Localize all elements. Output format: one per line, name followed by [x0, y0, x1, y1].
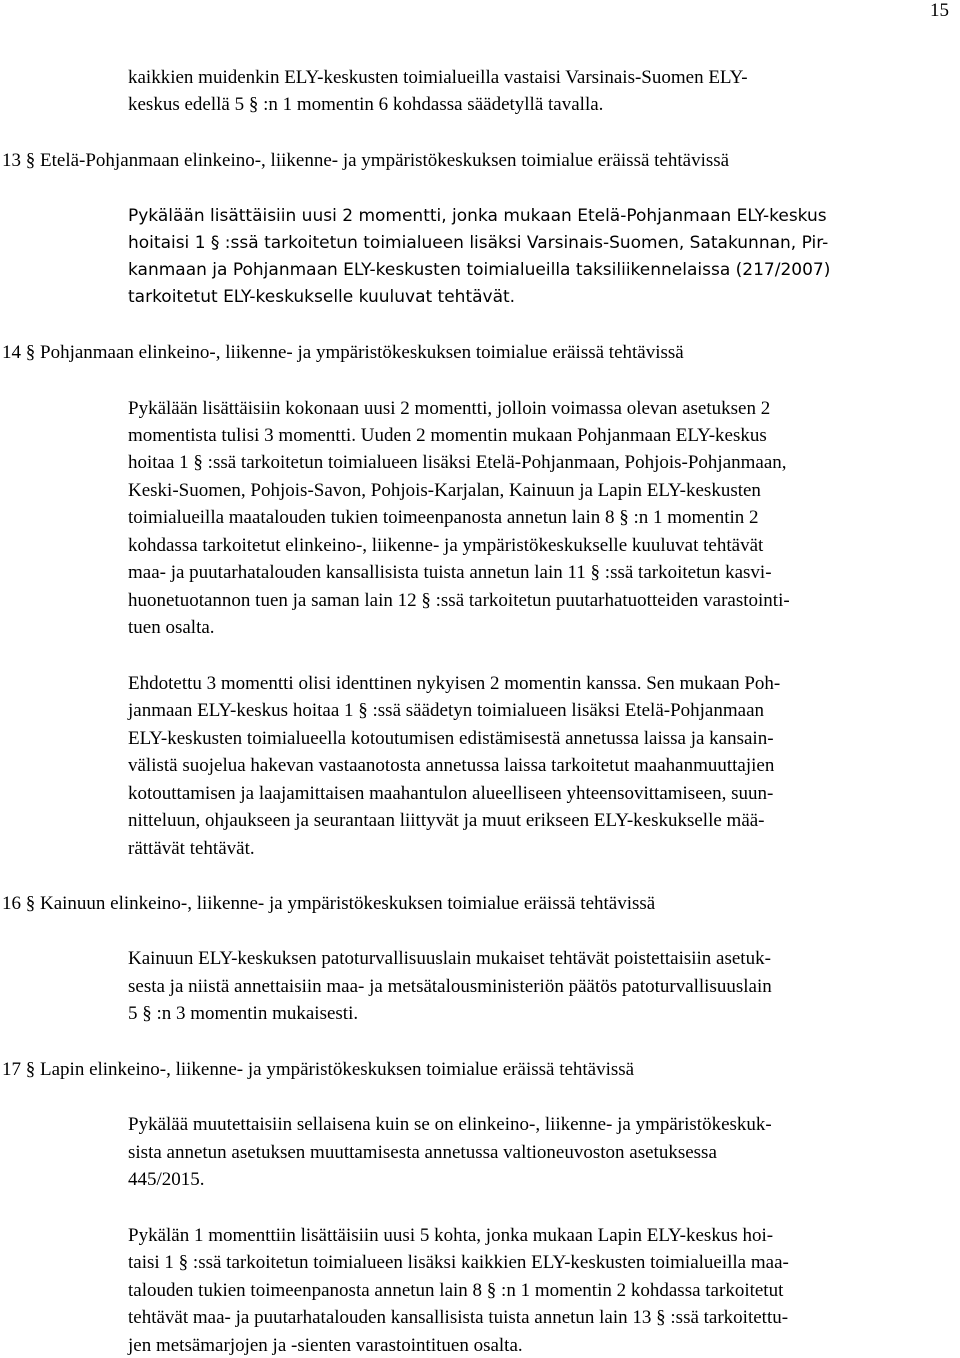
paragraph-line: huonetuotannon tuen ja saman lain 12 § :ssä tarkoitetun puutarhatuotteiden varastointi- [128, 590, 790, 611]
paragraph-line: Keski-Suomen, Pohjois-Savon, Pohjois-Karjalan, Kainuun ja Lapin ELY-keskusten [128, 480, 761, 501]
paragraph-line: sista annetun asetuksen muuttamisesta annetussa valtioneuvoston asetuksessa [128, 1142, 717, 1163]
paragraph-line: Pykälään lisättäisiin uusi 2 momentti, jonka mukaan Etelä-Pohjanmaan ELY-keskus [128, 206, 827, 226]
paragraph-line: keskus edellä 5 § :n 1 momentin 6 kohdassa säädetyllä tavalla. [128, 94, 604, 115]
section-heading: 16 § Kainuun elinkeino-, liikenne- ja ympäristökeskuksen toimialue eräissä tehtävissä [2, 893, 656, 914]
paragraph-line: momentista tulisi 3 momentti. Uuden 2 momentin mukaan Pohjanmaan ELY-keskus [128, 425, 767, 446]
paragraph-line: toimialueilla maatalouden tukien toimeenpanosta annetun lain 8 § :n 1 momentin 2 [128, 507, 759, 528]
paragraph-line: nitteluun, ohjaukseen ja seurantaan liittyvät ja muut erikseen ELY-keskukselle mää- [128, 810, 765, 831]
section-heading: 14 § Pohjanmaan elinkeino-, liikenne- ja ympäristökeskuksen toimialue eräissä tehtävissä [2, 342, 684, 363]
paragraph-line: hoitaa 1 § :ssä tarkoitetun toimialueen lisäksi Etelä-Pohjanmaan, Pohjois-Pohjanmaan, [128, 452, 787, 473]
section-heading: 13 § Etelä-Pohjanmaan elinkeino-, liikenne- ja ympäristökeskuksen toimialue eräissä tehtävissä [2, 150, 730, 171]
paragraph-line: Kainuun ELY-keskuksen patoturvallisuuslain mukaiset tehtävät poistettaisiin asetuk- [128, 948, 771, 969]
section-heading: 17 § Lapin elinkeino-, liikenne- ja ympäristökeskuksen toimialue eräissä tehtävissä [2, 1059, 635, 1080]
paragraph-line: kohdassa tarkoitetut elinkeino-, liikenne- ja ympäristökeskukselle kuuluvat tehtävät [128, 535, 764, 556]
paragraph-line: talouden tukien toimeenpanosta annetun lain 8 § :n 1 momentin 2 kohdassa tarkoitetut [128, 1280, 784, 1301]
paragraph-line: jen metsämarjojen ja -sienten varastointituen osalta. [128, 1335, 523, 1356]
paragraph-line: Pykälää muutettaisiin sellaisena kuin se on elinkeino-, liikenne- ja ympäristökeskuk- [128, 1114, 772, 1135]
paragraph-line: kotouttamisen ja laajamittaisen maahantulon alueelliseen yhteensovittamiseen, suun- [128, 783, 774, 804]
paragraph-line: Pykälän 1 momenttiin lisättäisiin uusi 5 kohta, jonka mukaan Lapin ELY-keskus hoi- [128, 1225, 774, 1246]
paragraph-line: sesta ja niistä annettaisiin maa- ja metsätalousministeriön päätös patoturvallisuuslain [128, 976, 772, 997]
paragraph-line: hoitaisi 1 § :ssä tarkoitetun toimialueen lisäksi Varsinais-Suomen, Satakunnan, Pir- [128, 233, 829, 253]
paragraph-line: taisi 1 § :ssä tarkoitetun toimialueen lisäksi kaikkien ELY-keskusten toimialueilla maa- [128, 1252, 789, 1273]
paragraph-line: janmaan ELY-keskus hoitaa 1 § :ssä säädetyn toimialueen lisäksi Etelä-Pohjanmaan [128, 700, 765, 721]
paragraph-line: kaikkien muidenkin ELY-keskusten toimialueilla vastaisi Varsinais-Suomen ELY- [128, 67, 748, 88]
paragraph-line: kanmaan ja Pohjanmaan ELY-keskusten toimialueilla taksiliikennelaissa (217/2007) [128, 260, 831, 280]
paragraph-line: ELY-keskusten toimialueella kotoutumisen edistämisestä annetussa laissa ja kansain- [128, 728, 774, 749]
paragraph-line: tarkoitetut ELY-keskukselle kuuluvat tehtävät. [128, 287, 516, 307]
paragraph-line: tuen osalta. [128, 617, 215, 638]
paragraph-line: tehtävät maa- ja puutarhatalouden kansallisista tuista annetun lain 13 § :ssä tarkoitettu- [128, 1307, 789, 1328]
paragraph-line: Ehdotettu 3 momentti olisi identtinen nykyisen 2 momentin kanssa. Sen mukaan Poh- [128, 673, 781, 694]
paragraph-line: Pykälään lisättäisiin kokonaan uusi 2 momentti, jolloin voimassa olevan asetuksen 2 [128, 398, 771, 419]
paragraph-line: 445/2015. [128, 1169, 205, 1190]
paragraph-line: maa- ja puutarhatalouden kansallisista tuista annetun lain 11 § :ssä tarkoitetun kasvi- [128, 562, 772, 583]
paragraph-line: rättävät tehtävät. [128, 838, 255, 859]
paragraph-line: 5 § :n 3 momentin mukaisesti. [128, 1003, 359, 1024]
page-number: 15 [930, 0, 949, 21]
paragraph-line: välistä suojelua hakevan vastaanotosta annetussa laissa tarkoitetut maahanmuuttajien [128, 755, 775, 776]
